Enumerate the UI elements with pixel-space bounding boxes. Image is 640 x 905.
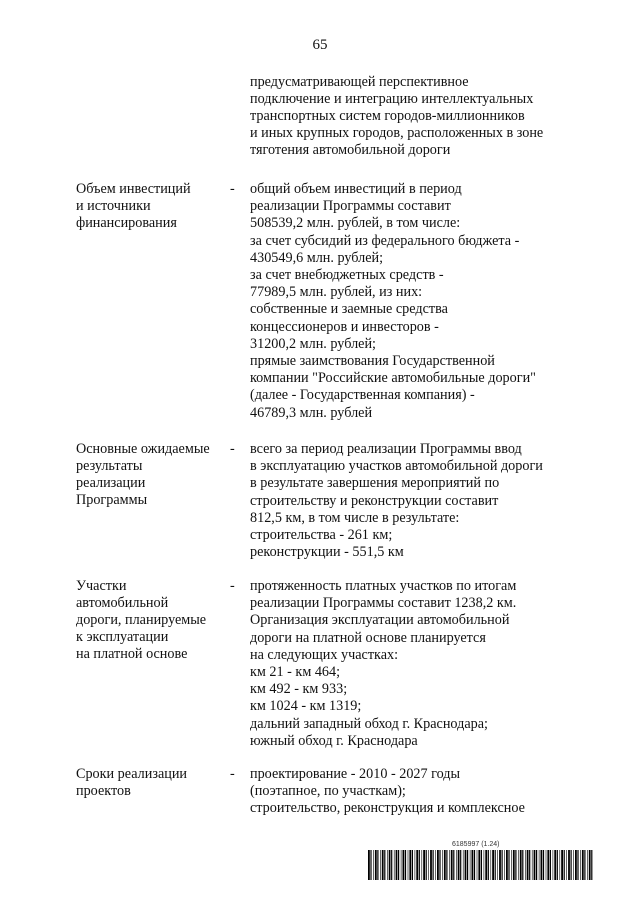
label-line: Участки bbox=[76, 578, 127, 594]
content-line: (поэтапное, по участкам); bbox=[250, 783, 406, 800]
barcode-icon bbox=[368, 850, 593, 880]
content-line: на следующих участках: bbox=[250, 646, 399, 663]
row-toll-sections bbox=[76, 578, 596, 753]
row-label bbox=[76, 441, 226, 509]
content-line: южный обход г. Краснодара bbox=[250, 732, 418, 749]
content-line: 508539,2 млн. рублей, в том числе: bbox=[250, 215, 461, 232]
content-line: дальний западный обход г. Краснодара; bbox=[250, 715, 488, 732]
label-line: на платной основе bbox=[76, 646, 188, 662]
document-serial: 6185997 (1.24) bbox=[452, 841, 500, 848]
content-line: за счет внебюджетных средств - bbox=[250, 267, 444, 284]
content-line: протяженность платных участков по итогам bbox=[250, 578, 517, 594]
content-line: проектирование - 2010 - 2027 годы bbox=[250, 766, 461, 782]
row-label bbox=[76, 181, 226, 232]
content-line: 812,5 км, в том числе в результате: bbox=[250, 509, 460, 526]
content-line: реконструкции - 551,5 км bbox=[250, 544, 404, 561]
content-line: концессионеров и инвесторов - bbox=[250, 318, 439, 335]
content-line: реализации Программы составит 1238,2 км. bbox=[250, 595, 517, 612]
row-content bbox=[250, 578, 595, 750]
content-line: общий объем инвестиций в период bbox=[250, 181, 462, 197]
label-line: Сроки реализации bbox=[76, 766, 188, 782]
row-label bbox=[76, 578, 226, 663]
content-line: строительство, реконструкция и комплексное bbox=[250, 800, 525, 817]
label-line: дороги, планируемые bbox=[76, 612, 207, 628]
row-content bbox=[250, 766, 595, 818]
content-line: 31200,2 млн. рублей; bbox=[250, 335, 376, 352]
content-line: в результате завершения мероприятий по bbox=[250, 475, 500, 492]
content-line: реализации Программы составит bbox=[250, 198, 451, 215]
label-line: автомобильной bbox=[76, 595, 169, 611]
content-line: (далее - Государственная компания) - bbox=[250, 387, 475, 404]
content-line: всего за период реализации Программы ввод bbox=[250, 441, 522, 457]
content-line: 430549,6 млн. рублей; bbox=[250, 249, 384, 266]
content-line: прямые заимствования Государственной bbox=[250, 353, 495, 370]
intro-line: и иных крупных городов, расположенных в зоне bbox=[250, 125, 544, 141]
label-line: проектов bbox=[76, 783, 131, 799]
content-line: дороги на платной основе планируется bbox=[250, 629, 486, 646]
label-line: к эксплуатации bbox=[76, 629, 169, 645]
row-dash: - bbox=[230, 181, 235, 197]
content-line: Организация эксплуатации автомобильной bbox=[250, 612, 510, 629]
label-line: Основные ожидаемые bbox=[76, 441, 210, 457]
content-line: собственные и заемные средства bbox=[250, 301, 448, 318]
content-line: 77989,5 млн. рублей, из них: bbox=[250, 284, 423, 301]
intro-line: подключение и интеграцию интеллектуальных bbox=[250, 91, 534, 107]
intro-line: транспортных систем городов-миллионников bbox=[250, 108, 525, 124]
page-number: 65 bbox=[312, 37, 328, 53]
row-dash: - bbox=[230, 766, 235, 782]
label-line: финансирования bbox=[76, 215, 177, 231]
row-dash: - bbox=[230, 578, 235, 594]
content-line: 46789,3 млн. рублей bbox=[250, 404, 373, 421]
label-line: реализации bbox=[76, 475, 146, 491]
content-line: строительству и реконструкции составит bbox=[250, 492, 499, 509]
content-line: за счет субсидий из федерального бюджета - bbox=[250, 232, 520, 249]
label-line: и источники bbox=[76, 198, 151, 214]
row-content bbox=[250, 181, 595, 422]
row-label bbox=[76, 766, 226, 800]
row-project-timeline bbox=[76, 766, 596, 821]
intro-paragraph bbox=[250, 74, 590, 159]
row-expected-results bbox=[76, 441, 596, 566]
content-line: км 492 - км 933; bbox=[250, 681, 348, 698]
row-investments bbox=[76, 181, 596, 426]
row-dash: - bbox=[230, 441, 235, 457]
label-line: Объем инвестиций bbox=[76, 181, 191, 197]
row-content bbox=[250, 441, 595, 561]
content-line: строительства - 261 км; bbox=[250, 527, 393, 544]
content-line: км 1024 - км 1319; bbox=[250, 698, 362, 715]
label-line: результаты bbox=[76, 458, 143, 474]
content-line: км 21 - км 464; bbox=[250, 664, 341, 681]
content-line: в эксплуатацию участков автомобильной дороги bbox=[250, 458, 543, 475]
content-line: компании "Российские автомобильные дороги" bbox=[250, 370, 536, 387]
intro-line: предусматривающей перспективное bbox=[250, 74, 469, 90]
label-line: Программы bbox=[76, 492, 148, 508]
intro-line: тяготения автомобильной дороги bbox=[250, 142, 451, 158]
